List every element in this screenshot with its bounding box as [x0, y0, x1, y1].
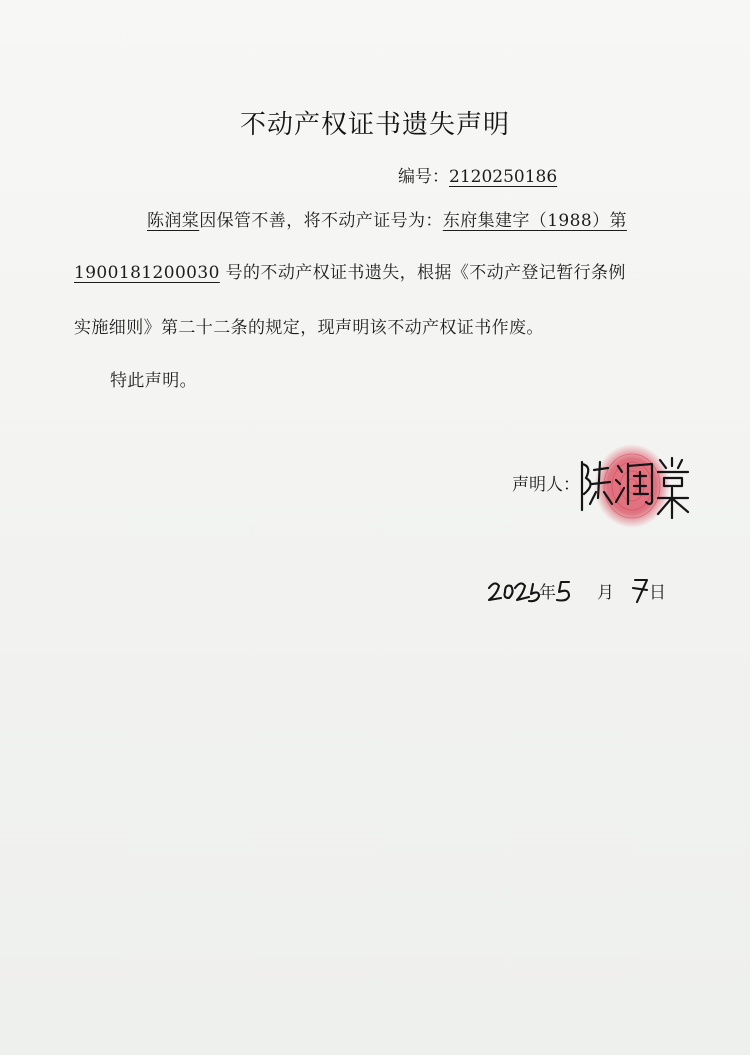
closing-statement: 特此声明。 [110, 371, 197, 391]
paragraph-line-3 [74, 313, 544, 338]
declarer-label: 声明人： [512, 475, 580, 495]
paragraph-text-3: 实施细则》第二十二条的规定，现声明该不动产权证书作废。 [74, 318, 544, 338]
paragraph-text-1: 因保管不善，将不动产证号为： [199, 211, 443, 231]
fingerprint-mark [594, 444, 670, 528]
date-year-unit: 年 [539, 583, 556, 603]
date-row [485, 568, 685, 608]
date-day-unit: 日 [649, 583, 666, 603]
paragraph-text-2: 号的不动产权证书遗失，根据《不动产登记暂行条例 [225, 263, 626, 283]
paragraph-line-2 [74, 258, 626, 283]
document-number-value: 2120250186 [449, 167, 558, 187]
signature-text: 陈润棠 [625, 528, 628, 529]
paragraph-line-1 [147, 206, 627, 231]
certificate-prefix: 东府集建字（1988）第 [442, 211, 627, 231]
document-number [398, 162, 557, 187]
declarant-name: 陈润棠 [147, 211, 200, 231]
document-number-label: 编号： [398, 167, 449, 187]
document-title: 不动产权证书遗失声明 [239, 110, 510, 140]
date-month-unit: 月 [597, 583, 614, 603]
signature-with-fingerprint [560, 440, 690, 530]
certificate-number: 1900181200030 [74, 263, 220, 283]
